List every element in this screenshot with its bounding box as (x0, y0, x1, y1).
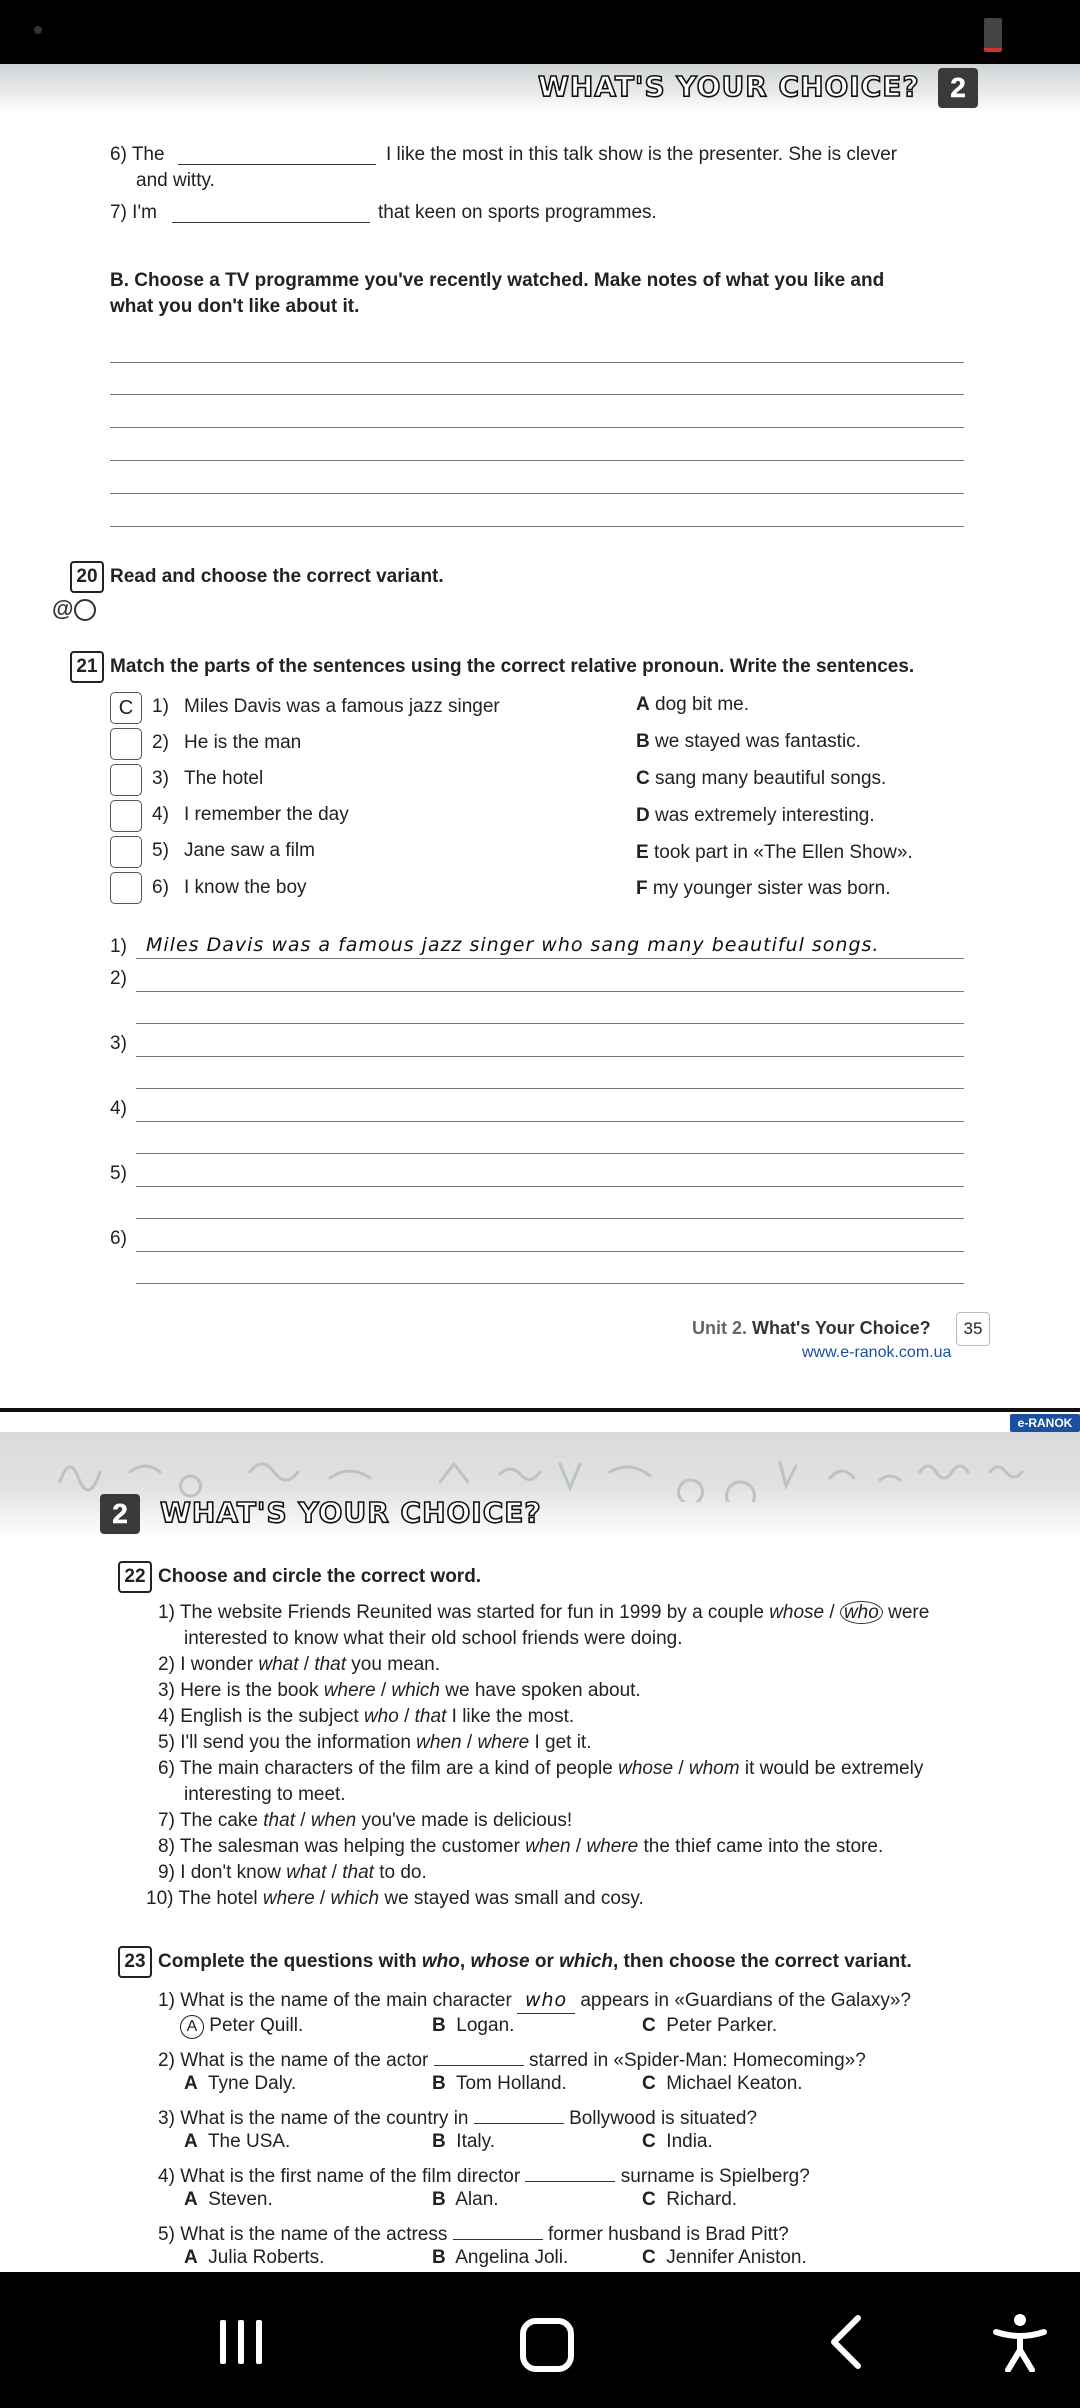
option-letter: A (184, 2189, 198, 2210)
option-1[interactable]: that (263, 1810, 295, 1831)
ex23-option-b[interactable] (432, 2013, 514, 2039)
write-num: 3) (110, 1033, 127, 1054)
ex22-item: 5) I'll send you the information when / where I get it. (158, 1732, 592, 1753)
option-2[interactable]: that (314, 1654, 347, 1675)
q-num: 2) (158, 2050, 175, 2071)
ex23-option-c[interactable] (642, 2071, 803, 2097)
exercise-21-number: 21 (70, 651, 104, 683)
item-num: 4) (158, 1706, 175, 1727)
option-letter-circled: A (180, 2015, 204, 2039)
exercise-23-instruction (158, 1949, 912, 1975)
page-header-title: WHAT'S YOUR CHOICE? (160, 1496, 542, 1529)
task-b-line2: what you don't like about it. (110, 296, 360, 317)
ex23-option-b[interactable] (432, 2129, 495, 2155)
option-text: Julia Roberts. (208, 2247, 325, 2268)
write-num: 4) (110, 1098, 127, 1119)
write-num: 1) (110, 936, 127, 957)
ex23-question (158, 2161, 810, 2190)
q-text-1: What is the name of the main character (180, 1990, 512, 2011)
q6-start: 6) The (110, 144, 165, 165)
option-letter: B (432, 2073, 446, 2094)
q-text-2: Bollywood is situated? (569, 2108, 758, 2129)
exercise-21-instruction: Match the parts of the sentences using the correct relative pronoun. Write the sentences. (110, 656, 915, 677)
option-1[interactable]: what (286, 1862, 327, 1883)
match-left-num: 6) (152, 877, 169, 898)
page-number: 35 (956, 1312, 990, 1346)
q-answer-blank[interactable] (453, 2219, 543, 2240)
match-right (636, 766, 886, 792)
recent-apps-icon[interactable] (218, 2320, 266, 2364)
match-right-letter: F (636, 878, 648, 899)
match-left-text: The hotel (184, 768, 264, 789)
ex22-item: 4) English is the subject who / that I like the most. (158, 1706, 575, 1727)
ex23-option-c[interactable] (642, 2013, 777, 2039)
match-answer-box[interactable] (110, 836, 142, 868)
option-text: India. (666, 2131, 713, 2152)
note-line[interactable] (110, 427, 964, 428)
match-right-text: was extremely interesting. (655, 805, 875, 826)
instr-part: , (459, 1951, 471, 1972)
item-num: 9) (158, 1862, 175, 1883)
q-text-1: What is the name of the actress (180, 2224, 448, 2245)
option-letter: C (642, 2073, 656, 2094)
write-line[interactable] (136, 958, 964, 959)
option-1[interactable]: when (416, 1732, 462, 1753)
match-right-text: we stayed was fantastic. (655, 731, 861, 752)
instr-part: or (529, 1951, 560, 1972)
system-navigation-bar (0, 2272, 1080, 2408)
q-text-2: starred in «Spider-Man: Homecoming»? (528, 2050, 866, 2071)
write-line[interactable] (136, 991, 964, 992)
write-line[interactable] (136, 1218, 964, 1219)
recent-apps-bar (238, 2320, 244, 2364)
note-line[interactable] (110, 394, 964, 395)
note-line[interactable] (110, 460, 964, 461)
q-text-2: appears in «Guardians of the Galaxy»? (580, 1990, 911, 2011)
item-pre: I don't know (180, 1862, 287, 1883)
match-right (636, 803, 875, 829)
option-1[interactable]: whose (618, 1758, 674, 1779)
q-answer-blank[interactable] (474, 2103, 564, 2124)
write-num: 6) (110, 1228, 127, 1249)
option-2[interactable]: which (391, 1680, 440, 1701)
match-answer-box[interactable]: C (110, 692, 142, 724)
ex22-item: 2) I wonder what / that you mean. (158, 1654, 441, 1675)
q-num: 4) (158, 2166, 175, 2187)
match-right-letter: C (636, 768, 650, 789)
q-text-1: What is the name of the country in (180, 2108, 469, 2129)
at-sign: @ (52, 596, 74, 621)
write-line[interactable] (136, 1056, 964, 1057)
ex23-option-a[interactable] (180, 2013, 303, 2039)
instr-part: Complete the questions with (158, 1951, 422, 1972)
item-num: 8) (158, 1836, 175, 1857)
q-answer-blank[interactable] (525, 2161, 615, 2182)
option-letter: C (642, 2015, 656, 2036)
write-line[interactable] (136, 1153, 964, 1154)
match-answer-box[interactable] (110, 872, 142, 904)
match-left-num: 3) (152, 768, 169, 789)
exercise-20-number: 20 (70, 561, 104, 593)
ex23-question (158, 2219, 789, 2248)
q-num: 3) (158, 2108, 175, 2129)
match-answer-box[interactable] (110, 728, 142, 760)
option-text: Logan. (456, 2015, 515, 2036)
ex22-item: 7) The cake that / when you've made is delicious! (158, 1810, 573, 1831)
item-pre: English is the subject (180, 1706, 364, 1727)
exercise-22-number: 22 (118, 1561, 152, 1593)
note-line[interactable] (110, 493, 964, 494)
option-1[interactable]: who (363, 1706, 399, 1727)
option-2[interactable]: whom (688, 1758, 740, 1779)
option-2[interactable]: that (414, 1706, 447, 1727)
item-pre: The hotel (178, 1888, 263, 1909)
ex22-item: 1) The website Friends Reunited was started for fun in 1999 by a couple whose / who were (158, 1602, 930, 1623)
ex23-option-a[interactable] (184, 2245, 324, 2271)
q-text-1: What is the first name of the film director (180, 2166, 521, 2187)
option-letter: A (184, 2131, 198, 2152)
option-1[interactable]: what (258, 1654, 299, 1675)
option-text: Peter Parker. (666, 2015, 778, 2036)
option-text: Richard. (666, 2189, 738, 2210)
ex23-option-a[interactable] (184, 2129, 290, 2155)
task-b-line1: B. Choose a TV programme you've recently watched. Make notes of what you like and (110, 270, 885, 291)
option-1[interactable]: where (262, 1888, 315, 1909)
note-line[interactable] (110, 362, 964, 363)
ex22-item-cont: interested to know what their old school friends were doing. (184, 1628, 683, 1649)
option-2[interactable]: where (586, 1836, 639, 1857)
ex22-item: 3) Here is the book where / which we have spoken about. (158, 1680, 641, 1701)
ex22-item-cont: interesting to meet. (184, 1784, 346, 1805)
back-icon[interactable] (826, 2314, 866, 2370)
item-pre: I'll send you the information (180, 1732, 417, 1753)
publisher-logo: e-RANOK (1010, 1414, 1080, 1432)
item-post: the thief came into the store. (638, 1836, 884, 1857)
q6-rest: I like the most in this talk show is the presenter. She is clever (386, 144, 898, 165)
recent-apps-bar (256, 2320, 262, 2364)
q-answer-blank[interactable] (434, 2045, 524, 2066)
option-letter: C (642, 2247, 656, 2268)
page-divider (0, 1408, 1080, 1412)
item-num: 7) (158, 1810, 175, 1831)
instr-part: , then choose the correct variant. (613, 1951, 912, 1972)
ex23-question (158, 2103, 757, 2132)
option-2-circled[interactable]: who (840, 1601, 883, 1624)
notification-dot-icon (34, 26, 42, 34)
item-num: 3) (158, 1680, 175, 1701)
unit-number-badge: 2 (938, 68, 978, 108)
item-num: 10) (146, 1888, 174, 1909)
instr-word: who (421, 1951, 460, 1972)
status-bar (0, 0, 1080, 64)
item-num: 2) (158, 1654, 175, 1675)
option-text: Michael Keaton. (666, 2073, 803, 2094)
match-right-text: dog bit me. (655, 694, 750, 715)
write-line[interactable] (136, 1121, 964, 1122)
write-line[interactable] (136, 1283, 964, 1284)
item-num: 1) (158, 1602, 175, 1623)
option-letter: B (432, 2247, 446, 2268)
item-num: 6) (158, 1758, 175, 1779)
ex23-option-c[interactable] (642, 2129, 713, 2155)
match-right-text: my younger sister was born. (652, 878, 891, 899)
write-line[interactable] (136, 1023, 964, 1024)
option-letter: B (432, 2189, 446, 2210)
match-right-text: sang many beautiful songs. (655, 768, 887, 789)
q-text-2: surname is Spielberg? (620, 2166, 810, 2187)
write-line[interactable] (136, 1088, 964, 1089)
match-left-text: Jane saw a film (184, 840, 315, 861)
accessibility-icon[interactable] (992, 2312, 1048, 2372)
match-answer-box[interactable] (110, 764, 142, 796)
ex23-option-a[interactable] (184, 2071, 296, 2097)
option-2[interactable]: where (477, 1732, 530, 1753)
instr-word: which (559, 1951, 613, 1972)
footer-unit-label: Unit 2. (692, 1318, 748, 1338)
item-pre: The main characters of the film are a kind of people (179, 1758, 619, 1779)
option-text: Peter Quill. (209, 2015, 304, 2036)
ex23-option-c[interactable] (642, 2245, 807, 2271)
exercise-20-instruction: Read and choose the correct variant. (110, 566, 444, 587)
match-left-text: I know the boy (184, 877, 307, 898)
q-text-2: former husband is Brad Pitt? (547, 2224, 789, 2245)
ex22-item: 9) I don't know what / that to do. (158, 1862, 427, 1883)
page-header-title: WHAT'S YOUR CHOICE? (538, 70, 920, 103)
match-answer-box[interactable] (110, 800, 142, 832)
battery-icon (984, 18, 1002, 52)
option-2[interactable]: when (310, 1810, 357, 1831)
option-text: Tyne Daly. (207, 2073, 297, 2094)
option-text: Italy. (456, 2131, 496, 2152)
item-num: 5) (158, 1732, 175, 1753)
match-right-letter: E (636, 842, 649, 863)
item-pre: Here is the book (180, 1680, 324, 1701)
q-answer-blank[interactable]: who (517, 1987, 575, 2014)
option-1[interactable]: when (525, 1836, 571, 1857)
option-2[interactable]: which (330, 1888, 380, 1909)
note-line[interactable] (110, 526, 964, 527)
footer-url[interactable]: www.e-ranok.com.ua (802, 1344, 952, 1361)
option-letter: C (642, 2131, 656, 2152)
ex22-item: 8) The salesman was helping the customer when / where the thief came into the store. (158, 1836, 884, 1857)
option-letter: C (642, 2189, 656, 2210)
item-post: we stayed was small and cosy. (379, 1888, 644, 1909)
q-num: 5) (158, 2224, 175, 2245)
match-right (636, 692, 749, 718)
ex23-option-a[interactable] (184, 2187, 273, 2213)
option-text: Alan. (455, 2189, 499, 2210)
match-right-letter: D (636, 805, 650, 826)
option-letter: A (184, 2073, 198, 2094)
item-post: you've made is delicious! (356, 1810, 573, 1831)
option-text: Steven. (208, 2189, 273, 2210)
match-left-num: 4) (152, 804, 169, 825)
match-left-num: 2) (152, 732, 169, 753)
option-2[interactable]: that (342, 1862, 374, 1883)
unit-number-badge: 2 (100, 1494, 140, 1534)
q-text-1: What is the name of the actor (180, 2050, 429, 2071)
match-right-letter: B (636, 731, 650, 752)
q6-blank[interactable] (178, 144, 376, 165)
option-text: Tom Holland. (455, 2073, 567, 2094)
option-text: Jennifer Aniston. (666, 2247, 807, 2268)
write-line[interactable] (136, 1251, 964, 1252)
home-icon[interactable] (520, 2318, 574, 2372)
ex22-item: 6) The main characters of the film are a kind of people whose / whom it would be extremely (158, 1758, 924, 1779)
item-pre: I wonder (180, 1654, 259, 1675)
q-num: 1) (158, 1990, 175, 2011)
match-right (636, 876, 890, 902)
recent-apps-bar (220, 2320, 226, 2364)
match-right (636, 840, 913, 866)
option-1[interactable]: whose (769, 1602, 825, 1623)
q7-rest: that keen on sports programmes. (378, 202, 657, 223)
option-letter: A (184, 2247, 198, 2268)
item-pre: The cake (179, 1810, 264, 1831)
item-post: it would be extremely (739, 1758, 924, 1779)
ex23-question (158, 1987, 911, 2014)
ex22-item: 10) The hotel where / which we stayed was small and cosy. (146, 1888, 644, 1909)
page-footer-unit (692, 1318, 931, 1339)
online-task-icon (52, 596, 96, 622)
option-letter: B (432, 2131, 446, 2152)
match-left-text: He is the man (184, 732, 302, 753)
item-post: we have spoken about. (440, 1680, 641, 1701)
match-left-num: 5) (152, 840, 169, 861)
write-num: 2) (110, 968, 127, 989)
match-right-text: took part in «The Ellen Show». (653, 842, 913, 863)
match-right (636, 729, 861, 755)
item-pre: The salesman was helping the customer (179, 1836, 526, 1857)
item-post: you mean. (346, 1654, 441, 1675)
instr-word: whose (470, 1951, 530, 1972)
exercise-22-instruction: Choose and circle the correct word. (158, 1566, 482, 1587)
q6-cont: and witty. (136, 170, 215, 191)
ex23-question (158, 2045, 866, 2074)
item-post: I like the most. (446, 1706, 575, 1727)
option-text: Angelina Joli. (455, 2247, 569, 2268)
handwritten-answer-1: Miles Davis was a famous jazz singer who sang many beautiful songs. (146, 934, 880, 956)
match-left-num: 1) (152, 696, 169, 717)
match-left-text: I remember the day (184, 804, 349, 825)
match-right-letter: A (636, 694, 650, 715)
item-pre: The website Friends Reunited was started for fun in 1999 by a couple (179, 1602, 770, 1623)
q7-blank[interactable] (172, 202, 370, 223)
item-post: were (882, 1602, 930, 1623)
ex23-option-b[interactable] (432, 2071, 567, 2097)
option-1[interactable]: where (323, 1680, 376, 1701)
option-letter: B (432, 2015, 446, 2036)
match-left-text: Miles Davis was a famous jazz singer (184, 696, 500, 717)
ex23-option-b[interactable] (432, 2245, 568, 2271)
q7-start: 7) I'm (110, 202, 157, 223)
exercise-23-number: 23 (118, 1946, 152, 1978)
write-num: 5) (110, 1163, 127, 1184)
item-post: to do. (373, 1862, 427, 1883)
footer-unit-title: What's Your Choice? (752, 1318, 931, 1338)
item-post: I get it. (529, 1732, 592, 1753)
decorative-scribbles (0, 1442, 1080, 1502)
ex23-option-c[interactable] (642, 2187, 737, 2213)
write-line[interactable] (136, 1186, 964, 1187)
option-text: The USA. (207, 2131, 291, 2152)
ex23-option-b[interactable] (432, 2187, 499, 2213)
